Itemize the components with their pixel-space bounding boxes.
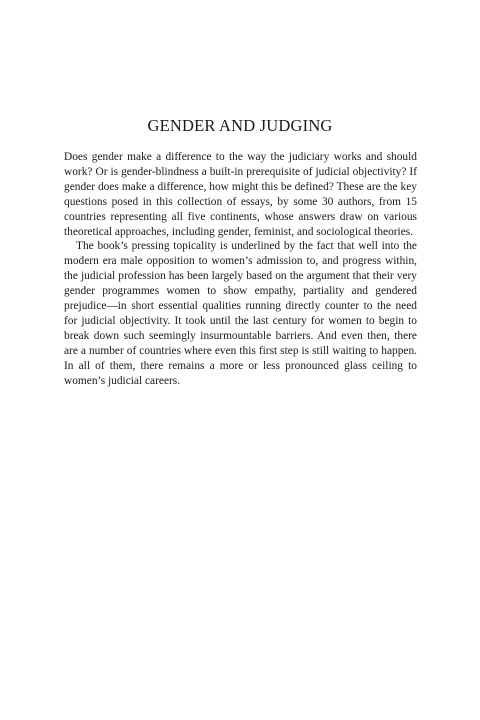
paragraph-1: Does gender make a difference to the way the judiciary works and should work? Or is gender-blindness a built-in prerequisite of judicial objectivity? If gender does make a difference, how might this be defined? These are the key questions posed in this collection of essays, by some 30 authors, from 15 countries representing all five continents, whose answers draw on various theoretical approaches, including gender, feminist, and sociological theories. [64,151,417,238]
page-title: GENDER AND JUDGING [147,116,333,135]
blurb-text [64,150,417,389]
paragraph-2: The book’s pressing topicality is underlined by the fact that well into the modern era male opposition to women’s admission to, and progress within, the judicial profession has been largely based on the argument that their very gender programmes women to show empathy, partiality and gendered prejudice—in short essential qualities running directly counter to the need for judicial objectivity. It took until the last century for women to begin to break down such seemingly insurmountable barriers. And even then, there are a number of countries where even this first step is still waiting to happen. In all of them, there remains a more or less pronounced glass ceiling to women’s judicial careers. [64,240,417,387]
